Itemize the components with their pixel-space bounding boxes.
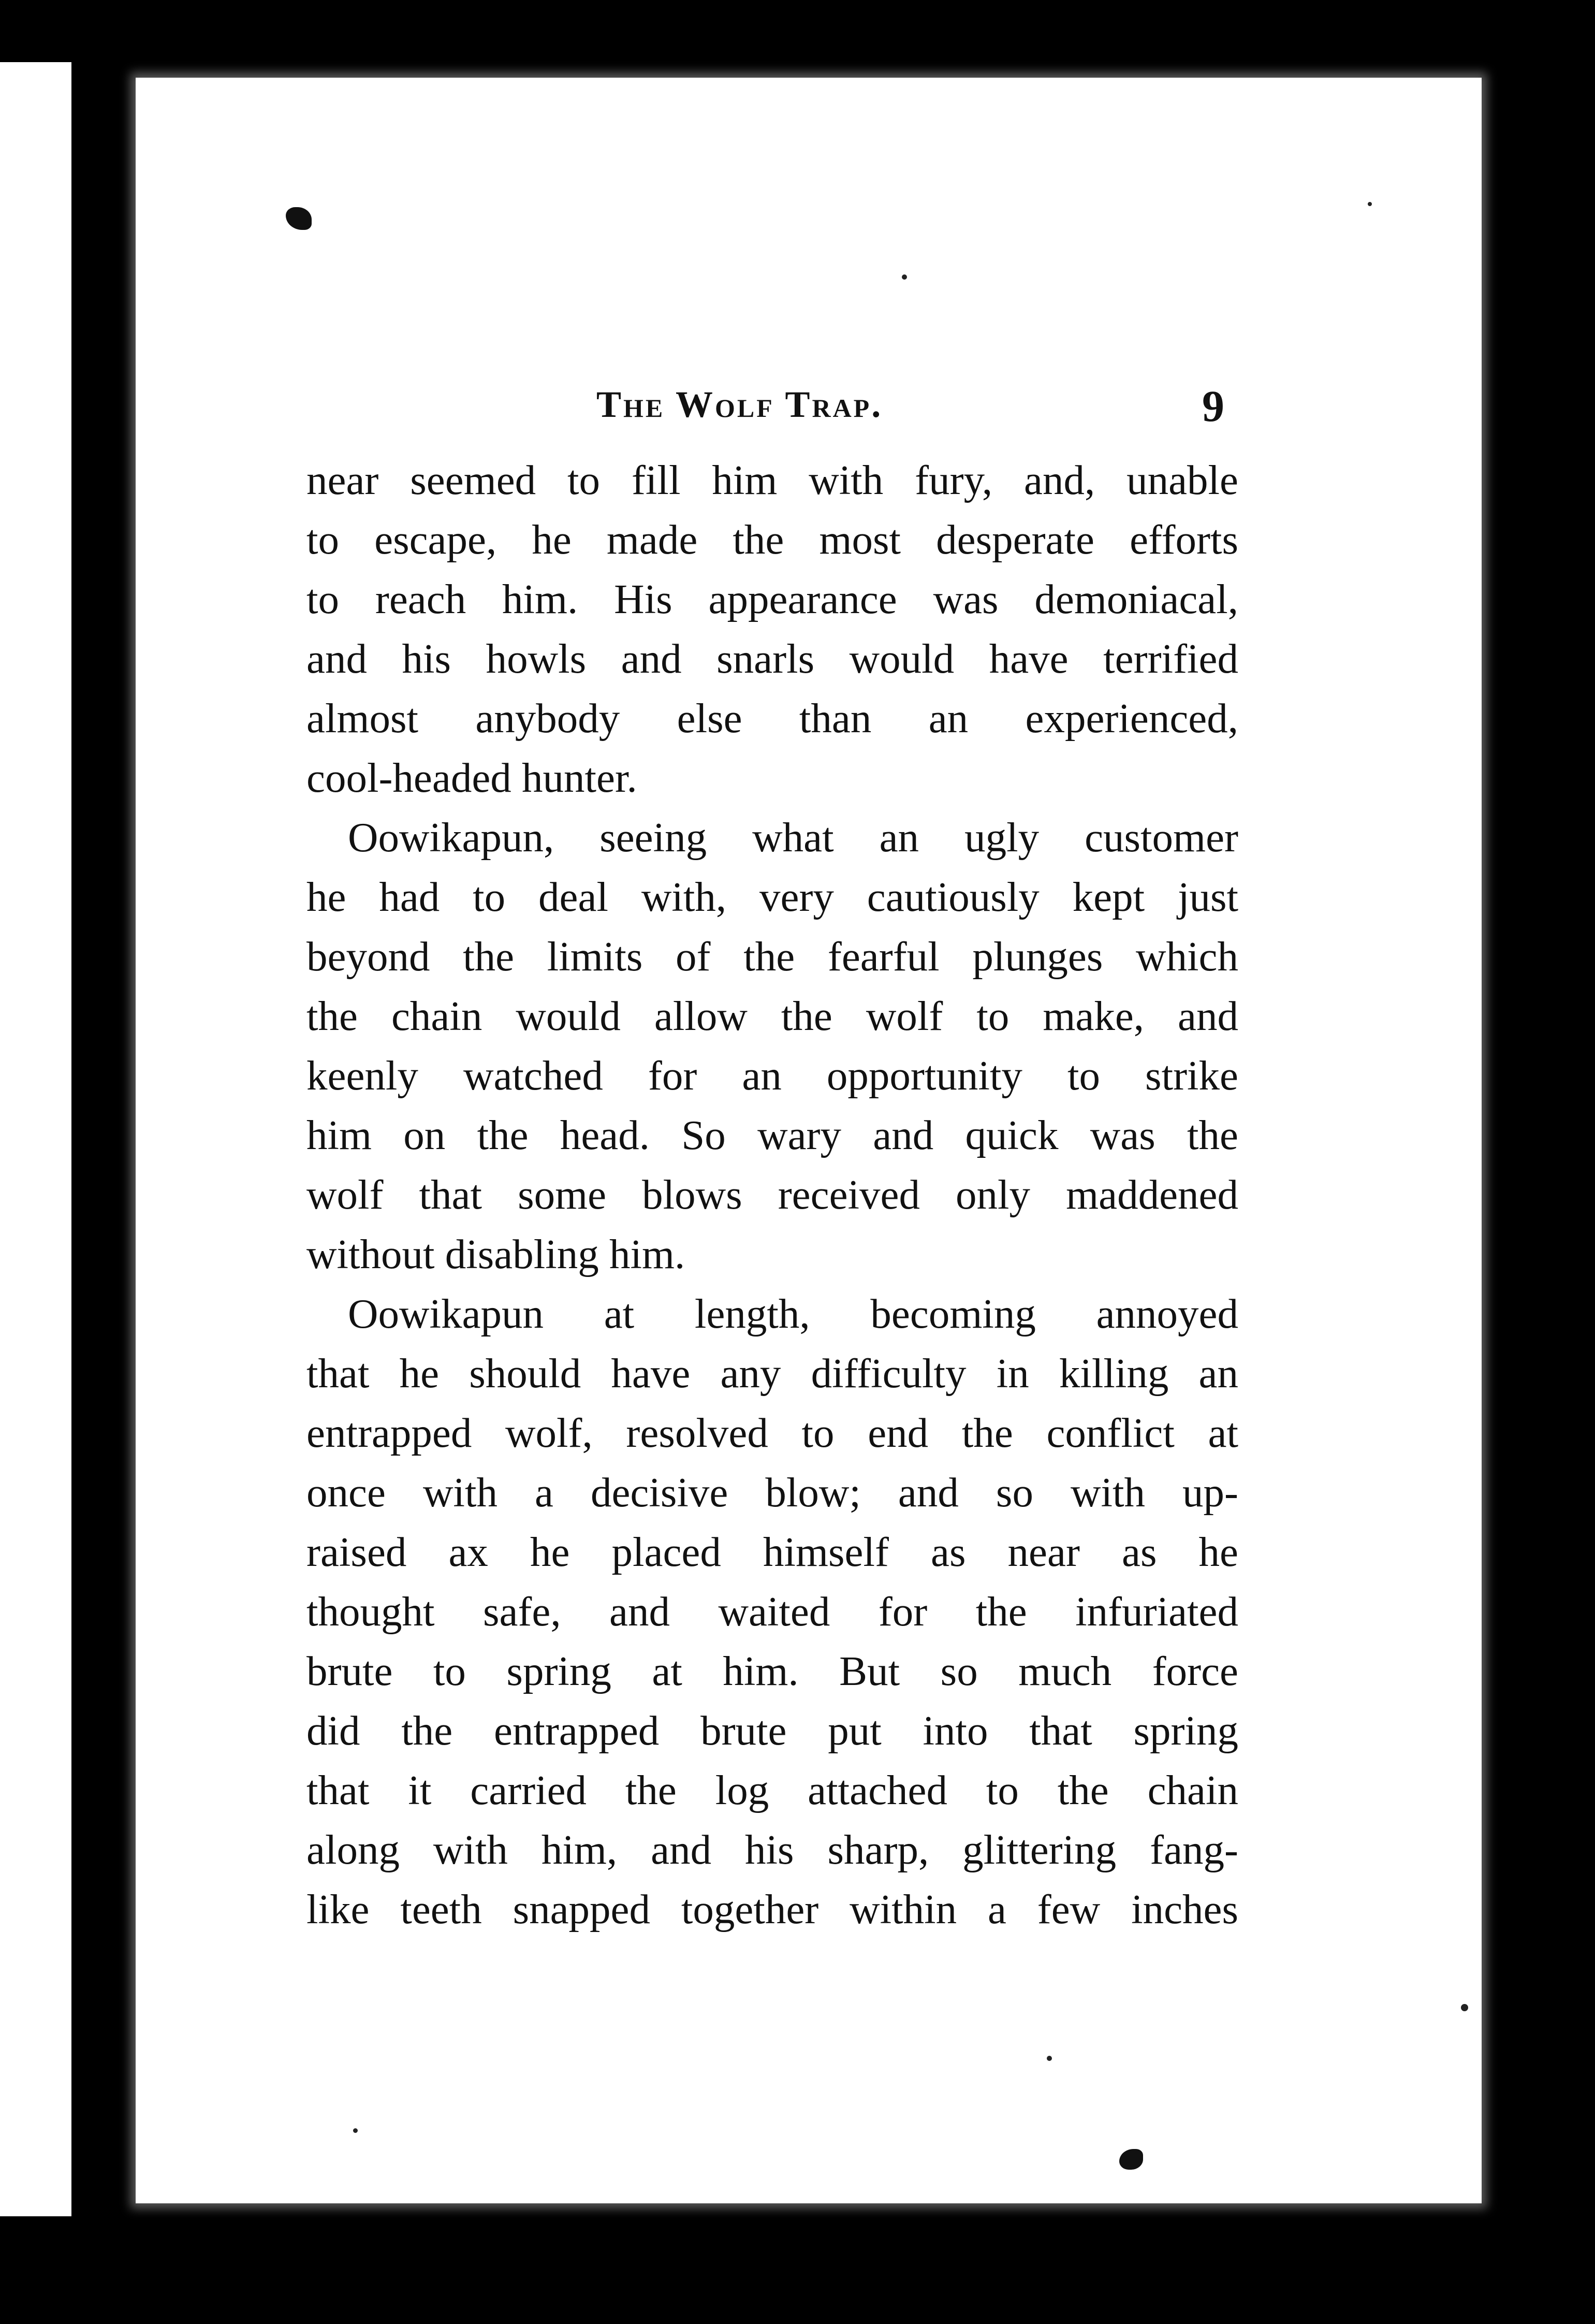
scan-speck <box>1461 2004 1468 2011</box>
adjacent-page-edge <box>0 62 71 2216</box>
text-line: keenly watched for an opportunity to strike <box>306 1052 1238 1099</box>
text-line: raised ax he placed himself as near as he <box>306 1529 1238 1575</box>
text-line: that he should have any difficulty in killing an <box>306 1350 1238 1397</box>
text-line: and his howls and snarls would have terrified <box>306 635 1238 682</box>
scan-speck <box>1047 2056 1052 2061</box>
scan-speck <box>1368 202 1372 206</box>
text-line: like teeth snapped together within a few inches <box>306 1886 1238 1933</box>
paragraph <box>306 808 1238 1284</box>
text-line: that it carried the log attached to the chain <box>306 1767 1238 1813</box>
running-header <box>136 368 1482 440</box>
text-line: without disabling him. <box>306 1231 685 1277</box>
text-line: once with a decisive blow; and so with up- <box>306 1469 1238 1516</box>
page-number: 9 <box>1202 381 1224 431</box>
book-page <box>136 78 1482 2203</box>
text-line: entrapped wolf, resolved to end the conflict at <box>306 1410 1238 1456</box>
scan-speck <box>902 274 907 280</box>
scan-speck <box>353 2128 358 2133</box>
text-line: the chain would allow the wolf to make, and <box>306 993 1238 1039</box>
text-line: cool-headed hunter. <box>306 754 637 801</box>
text-line: beyond the limits of the fearful plunges which <box>306 933 1238 980</box>
running-title: The Wolf Trap. <box>596 384 883 425</box>
ink-blot-mark <box>286 207 312 230</box>
text-line: to reach him. His appearance was demoniacal, <box>306 576 1238 622</box>
text-line: to escape, he made the most desperate efforts <box>306 516 1238 563</box>
text-line: he had to deal with, very cautiously kept just <box>306 874 1238 920</box>
text-line: along with him, and his sharp, glittering fang- <box>306 1826 1238 1873</box>
paragraph <box>306 451 1238 808</box>
text-line: near seemed to fill him with fury, and, unable <box>306 457 1238 503</box>
paragraph <box>306 1284 1238 1939</box>
text-line: brute to spring at him. But so much force <box>306 1648 1238 1694</box>
text-line: wolf that some blows received only maddened <box>306 1171 1238 1218</box>
text-line: did the entrapped brute put into that spring <box>306 1707 1238 1754</box>
text-line: him on the head. So wary and quick was the <box>306 1112 1238 1158</box>
text-line: thought safe, and waited for the infuriated <box>306 1588 1238 1635</box>
text-line: Oowikapun at length, becoming annoyed <box>348 1290 1238 1337</box>
text-line: Oowikapun, seeing what an ugly customer <box>348 814 1238 861</box>
ink-blot-mark <box>1119 2149 1143 2170</box>
text-line: almost anybody else than an experienced, <box>306 695 1238 742</box>
body-text <box>306 451 1238 1939</box>
